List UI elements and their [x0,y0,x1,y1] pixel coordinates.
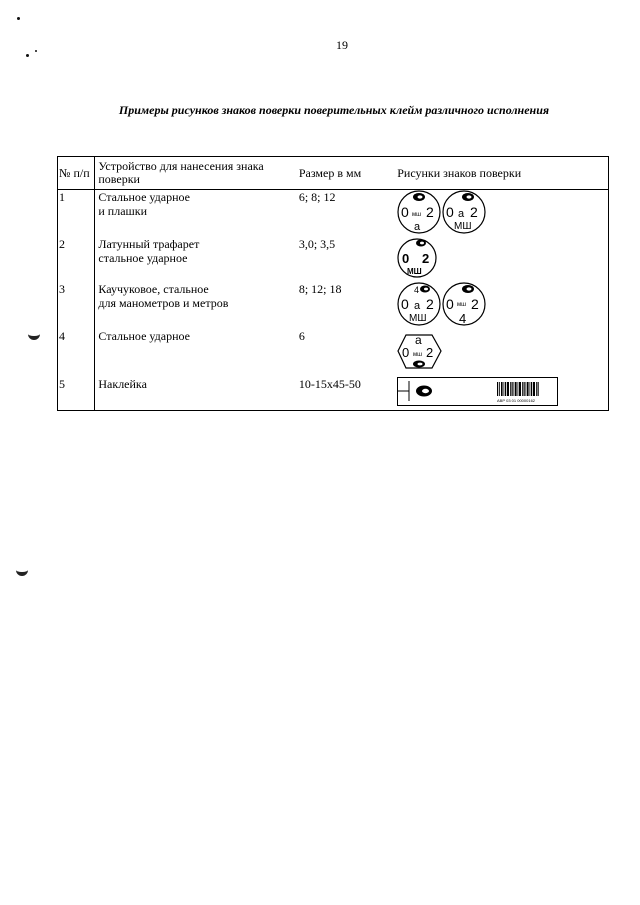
row-num: 3 [58,282,95,329]
page-title: Примеры рисунков знаков поверки поверительных клейм различного исполнения [118,103,550,117]
row-device-line2: и плашки [98,204,148,218]
mark-digit: 0 [402,251,410,266]
mark-letter: а [458,208,465,220]
row-pictures [397,190,608,238]
mark-letters: МШ [407,267,422,276]
row-device-line1: Наклейка [98,377,147,391]
row-pictures [397,329,608,377]
mark-digit: 0 [446,296,455,312]
header-pictures: Рисунки знаков поверки [397,157,608,190]
mark-diamond [398,333,441,368]
mark-digit: 2 [426,296,435,312]
header-size: Размер в мм [299,157,397,190]
sticker-image [397,377,559,407]
header-device [95,157,299,190]
row-pictures [397,377,608,411]
mark-digit: 2 [471,296,480,312]
mark-digit: 2 [422,251,430,266]
mark-circle-1 [398,191,440,233]
verification-marks-table [57,156,609,411]
punch-hole-mark [16,566,28,576]
barcode-caption: АВР 03 01 00000162 [497,398,536,403]
mark-letters-small: мш [413,352,423,358]
table-row [58,329,609,377]
mark-digit: 0 [446,204,455,220]
row-num: 4 [58,329,95,377]
table-header-row [58,157,609,190]
row-device-line2: для манометров и метров [98,296,229,310]
mark-letter: а [414,221,421,233]
row-device [95,237,299,282]
row-device-line1: Каучуковое, стальное [98,282,209,296]
mark-letters: МШ [409,313,427,324]
mark-letter: а [414,300,421,312]
verification-mark-image [397,237,457,279]
row-num: 2 [58,237,95,282]
row-device [95,377,299,411]
mark-digit: 0 [401,204,410,220]
header-device-line2: поверки [98,172,140,186]
verification-mark-image [397,282,497,326]
mark-digit: 0 [401,296,410,312]
row-device-line1: Стальное ударное [98,190,190,204]
barcode [497,382,539,396]
mark-digit: 4 [414,285,420,295]
table-row [58,190,609,238]
verification-mark-image [397,329,457,374]
mark-circle-1 [398,239,436,277]
row-device [95,190,299,238]
row-device [95,282,299,329]
scan-speck [17,17,20,20]
table-row [58,282,609,329]
scan-speck [26,54,29,57]
mark-letters: МШ [454,221,472,232]
row-num: 1 [58,190,95,238]
mark-digit: 2 [470,204,479,220]
scan-speck [35,50,37,52]
row-num: 5 [58,377,95,411]
table-row [58,377,609,411]
row-pictures [397,237,608,282]
row-size: 6; 8; 12 [298,190,336,204]
header-device-line1: Устройство для нанесения знака [98,159,264,173]
row-device-line1: Латунный трафарет [98,237,200,251]
header-num: № п/п [58,157,95,190]
mark-digit: 4 [459,311,467,326]
punch-hole-mark [28,330,40,340]
row-pictures [397,282,608,329]
mark-digit: 0 [402,345,410,360]
row-device-line1: Стальное ударное [98,329,190,343]
row-size: 10-15x45-50 [299,377,397,411]
mark-letters-small: мш [412,212,422,218]
page-number: 19 [336,38,348,52]
row-size: 6 [298,329,305,343]
mark-digit: 2 [426,204,435,220]
table-row [58,237,609,282]
row-device [95,329,299,377]
mark-circle-2 [443,191,485,233]
row-size: 3,0; 3,5 [298,237,336,251]
mark-circle-1 [398,283,440,325]
mark-digit: 2 [426,345,434,360]
row-device-line2: стальное ударное [98,251,188,265]
row-size: 8; 12; 18 [298,282,342,296]
mark-letter: а [415,333,422,347]
mark-circle-2 [443,283,485,326]
mark-letters-small: мш [457,302,467,308]
verification-mark-image [397,190,497,234]
